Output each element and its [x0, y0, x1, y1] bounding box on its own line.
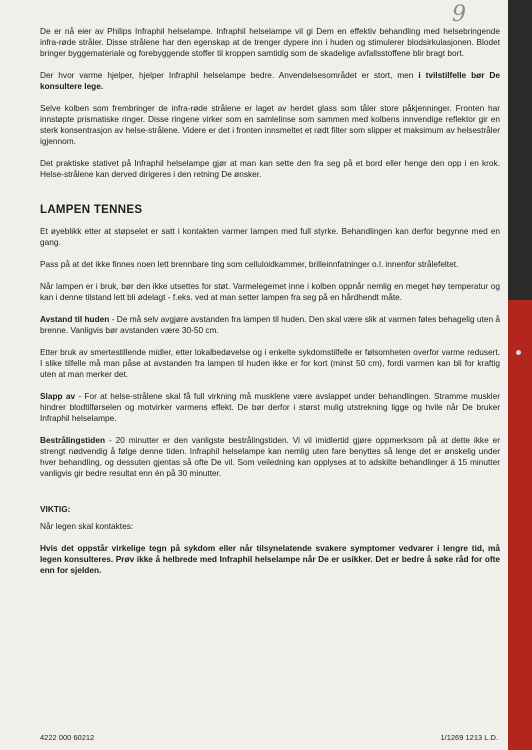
time-paragraph [40, 435, 500, 479]
section-paragraph-2: Pass på at det ikke finnes noen lett brennbare ting som celluloidkammer, brilleinnfatninger o.l. innenfor strålefeltet. [40, 259, 459, 269]
intro-paragraph-2 [40, 70, 500, 92]
warning-intro: Når legen skal kontaktes: [40, 521, 134, 531]
document-body [40, 26, 500, 587]
time-text: - 20 minutter er den vanligste bestrålingstiden. Vi vil imidlertid gjøre oppmerksom på at dette ikke er strengt nødvendig å følge denne tiden. Infraphil helselampe kan nemlig uten fare benyttes så lenge det er ønskelig under hver behandling, og dessuten gjentas så ofte De vil. Som veiledning kan opplyses at to adskilte behandlinger á 15 minutter vanligvis gir bedre resultat enn én på 30 minutter. [40, 435, 500, 478]
intro-paragraph-2-text: Der hvor varme hjelper, hjelper Infraphil helselampe bedre. Anvendelsesområdet er stort, men [40, 70, 414, 80]
footer [40, 733, 498, 742]
warning-text: Hvis det oppstår virkelige tegn på sykdom eller når tilsynelatende svakere symptomer vedvarer i lengre tid, må legen konsulteres. Prøv ikke å helbrede med Infraphil helselampe når De er usikker. Det er bedre å søke råd for ofte enn for sjelden. [40, 543, 500, 575]
page-number: 9 [452, 2, 466, 27]
intro-paragraph-4: Det praktiske stativet på Infraphil helselampe gjør at man kan sette den fra seg på et bord eller henge den opp i en krok. Helse-strålene kan derved dirigeres i den retning De ønsker. [40, 158, 500, 179]
section-heading: LAMPEN TENNES [40, 204, 143, 216]
distance-text: - De må selv avgjøre avstanden fra lampen til huden. Den skal være slik at varmen føles behagelig uten å brenne. Vanligvis bør avstanden være 30-50 cm. [40, 314, 501, 335]
intro-paragraph-2-bold: i tvilstilfelle bør De konsultere lege. [40, 70, 500, 91]
footer-code: 4222 000 60212 [40, 733, 95, 742]
scan-edge-dark [508, 0, 532, 300]
intro-paragraph-3: Selve kolben som frembringer de infra-røde strålene er laget av herdet glass som tåler store påkjenninger. Fronten har innstøpte prismatiske ringer. Disse ringene virker som en samlelinse som sammen med kolbens innvendige reflektor gir en sterk konsentrasjon av helse-strålene. Videre er det i fronten innsmeltet et rødt filter som slipper et maksimum av helsestråler igjennom. [40, 103, 500, 146]
footer-print-code: 1/1269 1213 L.D. [440, 733, 498, 742]
distance-heading: Avstand til huden [40, 314, 110, 324]
warning-label: VIKTIG: [40, 504, 71, 514]
scan-edge-red [508, 300, 532, 750]
distance-paragraph [40, 314, 500, 336]
section-paragraph-5: Etter bruk av smertestillende midler, etter lokalbedøvelse og i enkelte sykdomstilfelle er følsomheten overfor varme redusert. I slike tilfelle må man påse at avstanden fra lampen til huden ikke er for kort (minst 50 cm), fordi varmen kan bli for kraftig uten at man merker det. [40, 347, 500, 379]
relax-text: - For at helse-strålene skal få full virkning må musklene være avslappet under behandlingen. Stramme muskler hindrer blodtilførselen og motvirker varmens effekt. De bør derfor i størst mulig utstrekning ligge og hvile når De bruker Infraphil helselampe. [40, 391, 500, 423]
section-paragraph-3: Når lampen er i bruk, bør den ikke utsettes for støt. Varmelegemet inne i kolben oppnår nemlig en meget høy temperatur og kan i denne tilstand lett bli ødelagt - f.eks. ved at man setter lampen fra seg på en hårdhendt måte. [40, 281, 500, 302]
relax-heading: Slapp av [40, 391, 76, 401]
relax-paragraph [40, 391, 500, 424]
intro-paragraph-1: De er nå eier av Philips Infraphil helselampe. Infraphil helselampe vil gi Dem en effektiv behandling med helsebringende infra-røde stråler. Disse strålene har den egenskap at de trenger dypere inn i huden og stimulerer blodsirkulasjonen. Blodet bringer byggemateriale og forebyggende stoffer til kroppen samtidig som de skadelige avfallsstoffene blir bragt bort. [40, 26, 500, 58]
section-paragraph-1: Et øyeblikk etter at støpselet er satt i kontakten varmer lampen med full styrke. Behandlingen kan derfor begynne med en gang. [40, 226, 500, 247]
scan-edge-mark [516, 350, 521, 355]
time-heading: Bestrålingstiden [40, 435, 106, 445]
